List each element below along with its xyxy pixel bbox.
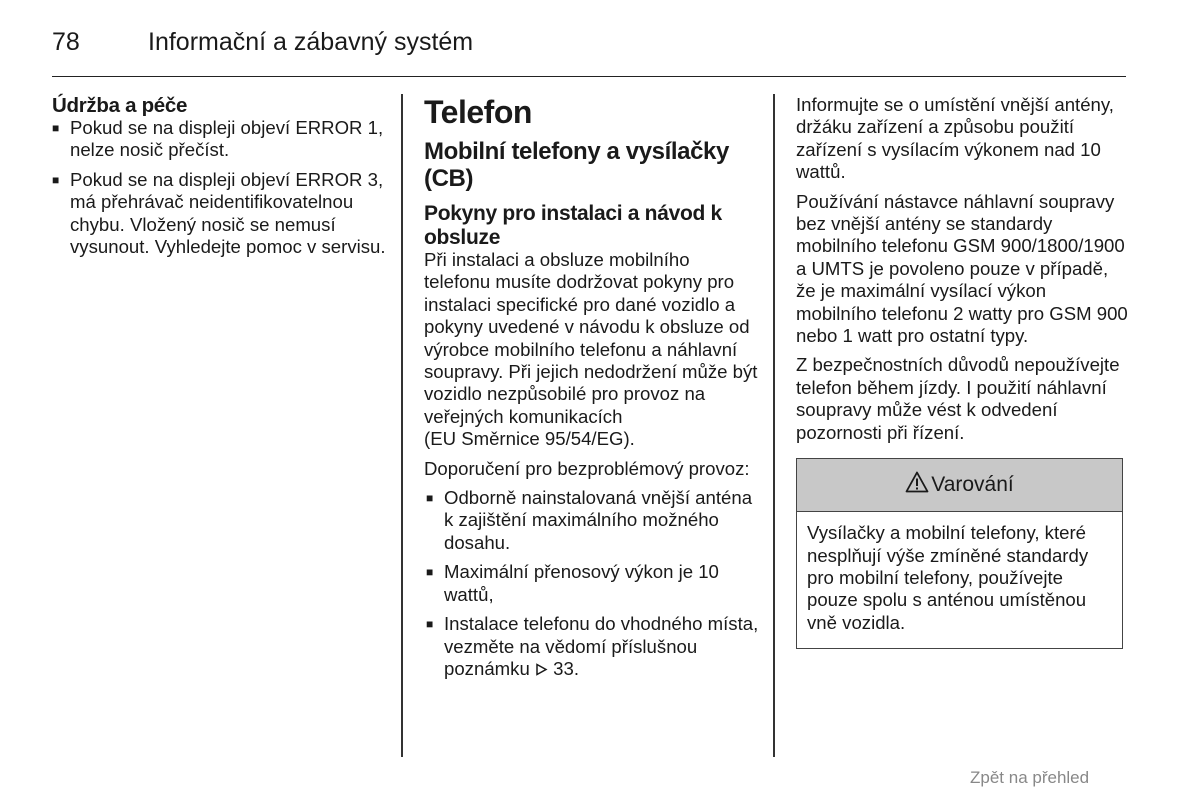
list-item: ■ Pokud se na displeji objeví ERROR 1, nelze nosič přečíst.: [52, 117, 392, 162]
column-divider: [773, 94, 775, 757]
page-header: [52, 24, 1126, 77]
paragraph: Používání nástavce náhlavní soupravy bez vnější antény se standardy mobilního telefonu GSM 900/1800/1900 a UMTS je povoleno pouze v případě, že je maximální vysílací výkon mobilního telefonu 2 watty pro GSM 900 nebo 1 watt pro ostatní typy.: [796, 190, 1128, 347]
page-number: 78: [52, 28, 80, 56]
column-middle: [424, 94, 759, 687]
warning-header: [797, 459, 1122, 512]
column-left: [52, 94, 392, 265]
recommendation-list: [426, 487, 759, 680]
back-to-overview-link[interactable]: Zpět na přehled: [970, 768, 1090, 787]
paragraph: Z bezpečnostních důvodů nepoužívejte telefon během jízdy. I použití náhlavní soupravy může vést k odvedení pozornosti při řízení.: [796, 354, 1120, 443]
section-heading: Mobilní telefony a vysílačky (CB): [424, 138, 729, 192]
warning-text: Vysílačky a mobilní telefony, které nesplňují výše zmíněné standardy pro mobilní telefony, používejte pouze spolu s anténou umístěnou vně vozidla.: [807, 522, 1089, 633]
list-item: ■ Odborně nainstalovaná vnější anténa k zajištění maximálního možného dosahu.: [426, 487, 759, 554]
arrow-right-icon[interactable]: [535, 658, 548, 679]
paragraph: Informujte se o umístění vnější antény, držáku zařízení a způsobu použití zařízení s vysílacím výkonem nad 10 wattů.: [796, 94, 1114, 183]
maintenance-list: [52, 117, 392, 258]
warning-triangle-icon: [905, 471, 929, 499]
column-divider: [401, 94, 403, 757]
page-title: Informační a zábavný systém: [148, 28, 474, 56]
chapter-heading: Telefon: [424, 94, 532, 130]
column-right: [796, 94, 1131, 649]
page-reference[interactable]: 33.: [553, 657, 579, 679]
list-item-text: Instalace telefonu do vhodného místa, vezměte na vědomí příslušnou poznámku: [444, 613, 759, 679]
list-item: ■ Pokud se na displeji objeví ERROR 3, má přehrávač neidentifikovatelnou chybu. Vložený nosič se nemusí vysunout. Vyhledejte pomoc v servisu.: [52, 169, 392, 259]
list-item: ■ Maximální přenosový výkon je 10 wattů,: [426, 561, 759, 606]
warning-title: Varování: [931, 473, 1014, 497]
subsection-heading: Pokyny pro instalaci a návod k obsluze: [424, 202, 722, 249]
warning-box: [796, 458, 1123, 649]
paragraph: Doporučení pro bezproblémový provoz:: [424, 457, 750, 479]
list-item: [426, 613, 759, 680]
paragraph: Při instalaci a obsluze mobilního telefonu musíte dodržovat pokyny pro instalaci specifické pro dané vozidlo a pokyny uvedené v návodu k obsluze od výrobce mobilního telefonu a náhlavní soupravy. Při jejich nedodržení může být vozidlo nezpůsobilé pro provoz na veřejných komunikacích: [424, 249, 758, 427]
section-heading-maintenance: Údržba a péče: [52, 94, 188, 117]
paragraph-reference: (EU Směrnice 95/54/EG).: [424, 428, 635, 450]
